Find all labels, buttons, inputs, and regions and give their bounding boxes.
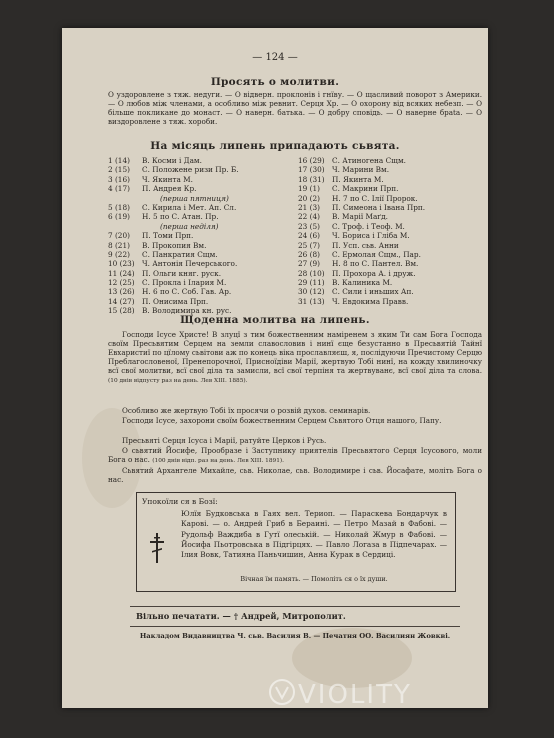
feast-date: 6 (19) bbox=[108, 212, 130, 222]
feast-row bbox=[298, 212, 484, 221]
feast-name: В. Косми і Дам. bbox=[142, 156, 202, 165]
feast-name: Н. 7 по С. Ілії Пророк. bbox=[332, 193, 418, 203]
feast-row bbox=[108, 222, 294, 231]
feast-name: В. Марії Маґд. bbox=[332, 212, 388, 222]
feast-row bbox=[298, 287, 484, 296]
repose-names: Юлїя Будковська в Гаях вел. Териоп. — Параскева Бондарчук в Карові. — о. Андрей Гриб в Бераині. — Петро Мазай в Фабові. — Рудольф Важдиба в Гутї олеській. — Николай Жмур в Фабові. — Йосифа Пьотровська в Підгірцях. — Павло Логаза в Підпечарах. — Ілия Вовк, Татияна Паньчишин, Анна Курак в Сердиці. bbox=[181, 509, 447, 560]
prayer-pope: Господи Ісусе, захорони своїм божественним Серцем Сьвятого Отця нашого, Папу. bbox=[122, 416, 442, 425]
feast-column-left bbox=[108, 156, 294, 316]
feast-date: 31 (13) bbox=[298, 296, 325, 306]
feast-date: 12 (25) bbox=[108, 278, 135, 288]
document-page bbox=[62, 28, 488, 708]
feast-row bbox=[108, 250, 294, 259]
feast-row bbox=[298, 231, 484, 240]
prayer-intention: Особливо же жертвую Тобі їх просячи о розвій духов. семинарів. bbox=[122, 406, 371, 415]
prayer-title: Щоденна молитва на липень. bbox=[180, 314, 370, 326]
feast-row bbox=[298, 156, 484, 165]
requests-text: О уздоровлене з тяж. недуги. — О відверн. проклонів і гнїву. — О щасливий поворот з Америки. — О любов між членами, а особливо між ревнит. Серця Хр. — О охорону від всяких небезп. — О більше покликане до монаст. — О наверн. батька. — О добру сповідь. — О наверне браta. — О виздоровлене з тяж. хороби. bbox=[108, 90, 482, 126]
repose-box bbox=[136, 492, 456, 592]
feast-row bbox=[298, 278, 484, 287]
indulgence-note: (10 днів відпусту раз на день. Лев XIII. 1885). bbox=[108, 378, 248, 384]
feast-name: С. Троф. і Теоф. М. bbox=[332, 221, 405, 231]
feast-date: 2 (15) bbox=[108, 165, 130, 175]
feast-row bbox=[298, 222, 484, 231]
feast-row bbox=[108, 269, 294, 278]
feast-date: 7 (20) bbox=[108, 231, 130, 241]
feast-row bbox=[108, 212, 294, 221]
feast-row bbox=[298, 175, 484, 184]
feast-date: 16 (29) bbox=[298, 156, 325, 165]
feast-name: Н. 6 по С. Соб. Гав. Ар. bbox=[142, 287, 232, 297]
feast-date: 30 (12) bbox=[298, 287, 325, 297]
feast-name: (перша пятниця) bbox=[160, 193, 229, 203]
memory-line: Вічная їм память. — Помоліть ся о їх души. bbox=[240, 575, 388, 583]
feast-row bbox=[108, 287, 294, 296]
feast-row bbox=[108, 231, 294, 240]
violity-watermark: VIOLITY bbox=[298, 680, 412, 710]
feast-name: С. Панкратия Сщм. bbox=[142, 249, 218, 259]
feast-name: (перша неділя) bbox=[160, 221, 219, 231]
prayer-joseph-text: О сьвятий Йосифе, Прообразе і Заступнику приятелів Пресьвятого Серця Ісусового, моли Бога о нас. bbox=[108, 446, 482, 464]
feast-name: П. Усп. сьв. Анни bbox=[332, 240, 399, 250]
feast-date: 18 (31) bbox=[298, 174, 325, 184]
feast-date: 24 (6) bbox=[298, 231, 320, 241]
feast-date: 19 (1) bbox=[298, 184, 320, 194]
feast-date: 28 (10) bbox=[298, 268, 325, 278]
prayer-paragraph: Господи Ісусе Христе! В злуцї з тим божественним наміренем з яким Ти сам Богa Господа своїм Пресьвятим Серцем на земли славословив і нинї єще безустанно в Пресьвятій Тайнї Евхаристиї по цїлому сьвітови аж по конець віка прославляєш, я, послідуючи Пречистому Серцю Преблагословеної, Пренепорочної, Присноїдіви Марії, жертвую Тобі нинї, на кожду хвилиночку всї свої молитви, всї свої діла та замисли, всї свої терпіня та жертвуванє, всї свої діла та слова. bbox=[108, 330, 482, 375]
feast-date: 15 (28) bbox=[108, 306, 135, 316]
feast-row bbox=[108, 259, 294, 268]
feast-name: В. Володимира кн. рус. bbox=[142, 306, 232, 316]
feast-column-right bbox=[298, 156, 484, 306]
feast-date: 14 (27) bbox=[108, 296, 135, 306]
feast-row bbox=[108, 175, 294, 184]
feast-name: П. Андрея Кр. bbox=[142, 184, 197, 194]
feast-row bbox=[298, 259, 484, 268]
feast-date: 10 (23) bbox=[108, 259, 135, 269]
feast-row bbox=[298, 241, 484, 250]
feast-date: 13 (26) bbox=[108, 287, 135, 297]
prayer-joseph bbox=[108, 446, 482, 466]
feast-date: 9 (22) bbox=[108, 249, 130, 259]
feast-row bbox=[108, 241, 294, 250]
feast-date: 1 (14) bbox=[108, 156, 130, 165]
requests-title: Просять о молитви. bbox=[210, 76, 340, 88]
feast-row bbox=[298, 165, 484, 174]
feast-date: 11 (24) bbox=[108, 268, 135, 278]
feast-name: Ч. Бориса і Гліба М. bbox=[332, 231, 410, 241]
feast-date: 25 (7) bbox=[298, 240, 320, 250]
feast-date: 29 (11) bbox=[298, 278, 325, 288]
publisher-line: Накладом Видавництва Ч. сьв. Василия В. — Печатня ОО. Василиян Жовкві. bbox=[139, 632, 451, 640]
imprimatur: Вільно печатати. — † Андрей, Митрополит. bbox=[136, 611, 346, 621]
feast-name: С. Ермолая Сщм., Пар. bbox=[332, 249, 421, 259]
divider bbox=[130, 626, 460, 627]
cross-icon bbox=[145, 531, 169, 565]
feast-row bbox=[298, 203, 484, 212]
feast-row bbox=[108, 156, 294, 165]
feast-row bbox=[298, 184, 484, 193]
feast-name: В. Прокопия Вм. bbox=[142, 240, 207, 250]
feast-name: П. Онисима Прп. bbox=[142, 296, 209, 306]
feast-row bbox=[108, 194, 294, 203]
feast-name: С. Кирила і Мет. Ап. Сл. bbox=[142, 202, 237, 212]
feast-row bbox=[108, 203, 294, 212]
feast-name: С. Прокла і Ілария М. bbox=[142, 278, 227, 288]
prayer-hearts: Пресьвяті Серця Ісуса і Марії, ратуйте Церков і Русь. bbox=[122, 436, 327, 445]
feast-name: Ч. Якинта М. bbox=[142, 174, 193, 184]
feast-row bbox=[298, 194, 484, 203]
feast-name: Ч. Марини Вм. bbox=[332, 165, 390, 175]
feast-row bbox=[108, 297, 294, 306]
feast-name: С. Сили і иньших Ап. bbox=[332, 287, 414, 297]
feast-name: Н. 8 по С. Пантел. Вм. bbox=[332, 259, 419, 269]
page-number: — 124 — bbox=[252, 52, 298, 63]
feast-row bbox=[108, 184, 294, 193]
feast-row bbox=[298, 269, 484, 278]
feast-name: В. Калиника М. bbox=[332, 278, 393, 288]
feast-name: Ч. Евдокима Правв. bbox=[332, 296, 409, 306]
feast-date: 21 (3) bbox=[298, 202, 320, 212]
feast-name: П. Якинта М. bbox=[332, 174, 384, 184]
feast-row bbox=[298, 250, 484, 259]
feast-row bbox=[108, 278, 294, 287]
feast-date: 8 (21) bbox=[108, 240, 130, 250]
prayer-saints: Сьвятий Архангеле Михайле, сьв. Николае, сьв. Володимире і сьв. Йосафате, моліть Бога о нас. bbox=[108, 466, 482, 484]
feast-date: 23 (5) bbox=[298, 221, 320, 231]
feast-date: 20 (2) bbox=[298, 193, 320, 203]
feast-name: Ч. Антонія Печерського. bbox=[142, 259, 238, 269]
indulgence-note: (100 днів відп. раз на день. Лев XIII. 1891). bbox=[152, 458, 284, 464]
feast-name: П. Ольги княг. руск. bbox=[142, 268, 222, 278]
feast-date: 5 (18) bbox=[108, 202, 130, 212]
feast-date: 3 (16) bbox=[108, 174, 130, 184]
feast-name: П. Томи Прп. bbox=[142, 231, 194, 241]
divider bbox=[130, 606, 460, 607]
feast-date: 22 (4) bbox=[298, 212, 320, 222]
feast-row bbox=[108, 165, 294, 174]
violity-logo-icon bbox=[268, 678, 296, 706]
feast-date: 26 (8) bbox=[298, 249, 320, 259]
prayer-text bbox=[108, 330, 482, 386]
feasts-title: На місяць липень припадають сьвята. bbox=[150, 140, 400, 152]
feast-date: 27 (9) bbox=[298, 259, 320, 269]
feast-name: Н. 5 по С. Атан. Пр. bbox=[142, 212, 219, 222]
feast-date: 17 (30) bbox=[298, 165, 325, 175]
feast-name: П. Прохора А. і друж. bbox=[332, 268, 416, 278]
feast-name: С. Макрини Прп. bbox=[332, 184, 399, 194]
feast-name: С. Положене ризи Пр. Б. bbox=[142, 165, 239, 175]
feast-row bbox=[298, 297, 484, 306]
feast-name: С. Атиногена Сщм. bbox=[332, 156, 406, 165]
feast-name: П. Симеона і Івана Прп. bbox=[332, 202, 426, 212]
feast-date: 4 (17) bbox=[108, 184, 130, 194]
repose-title: Упокоїли ся в Бозї: bbox=[142, 497, 218, 506]
